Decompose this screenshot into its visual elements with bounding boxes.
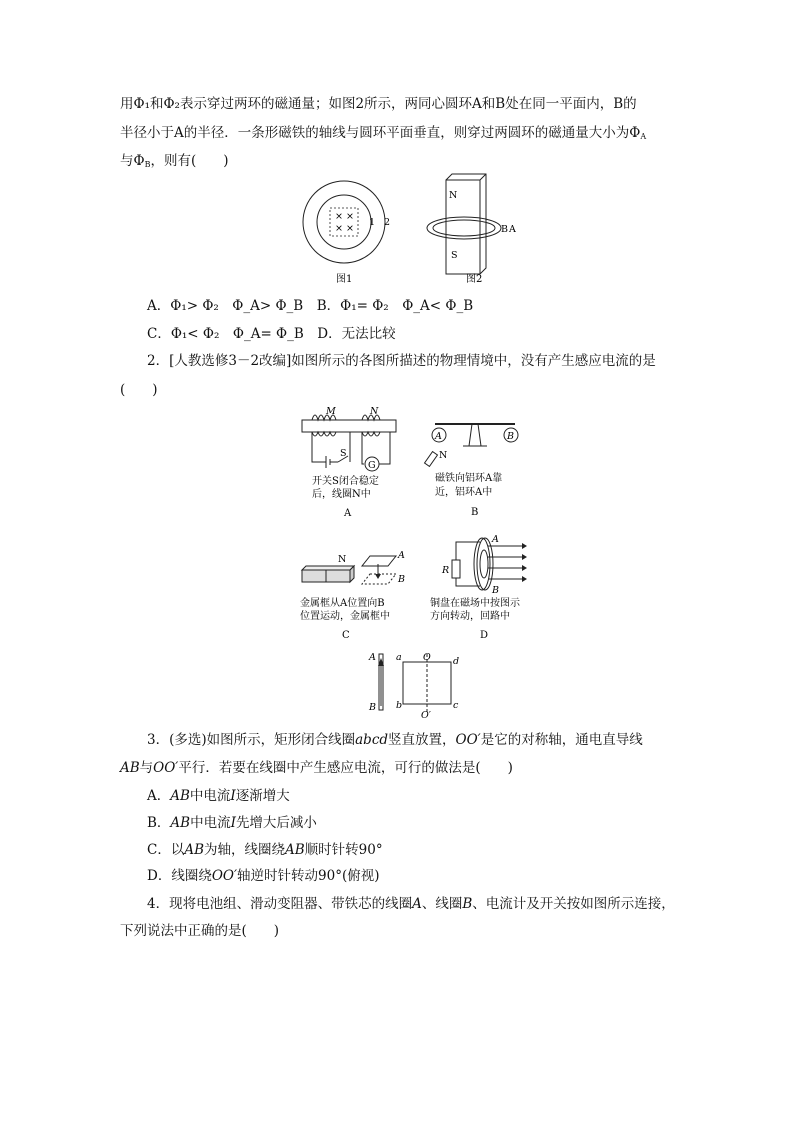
fig1-caption: 图1 xyxy=(336,274,353,285)
q2-figure-c xyxy=(298,544,413,640)
q3-fig-label-b-lower: b xyxy=(396,700,403,711)
q3-fig-label-o: O xyxy=(423,652,431,663)
fig-a-label-s: S xyxy=(340,448,347,459)
fig-c-label-b: B xyxy=(398,574,405,585)
q1-line3 xyxy=(120,151,229,175)
q3-line2-ab: AB xyxy=(120,760,140,776)
fig-a-label-n: N xyxy=(370,406,379,417)
fig-c-label-n: N xyxy=(338,554,347,565)
q1-line3-sub: B xyxy=(144,160,151,169)
fig-b-caption-2: 近，铝环A中 xyxy=(435,487,493,498)
q4-line1-a: A xyxy=(412,896,422,912)
q3-opt-c-pre: C．以 xyxy=(147,842,185,858)
fig-a-caption-1: 开关S闭合稳定 xyxy=(312,476,379,487)
fig-b-letter: B xyxy=(471,507,479,518)
fig-c-caption-1: 金属框从A位置向B xyxy=(300,598,385,609)
q2-figure-b xyxy=(425,418,525,518)
q2-figure-d xyxy=(426,530,531,640)
fig1-label-2: 2 xyxy=(384,217,391,228)
fig-d-caption-1: 铜盘在磁场中按图示 xyxy=(430,598,520,609)
q3-opt-d-post: 轴逆时针转动90°(俯视) xyxy=(237,868,380,884)
q3-opt-b-i: I xyxy=(230,815,236,831)
fig2-label-b: B xyxy=(501,224,508,235)
q1-line2 xyxy=(120,123,646,147)
fig-d-letter: D xyxy=(480,630,489,641)
q3-option-a xyxy=(147,786,290,806)
q3-line1 xyxy=(147,730,643,750)
q3-line1-mid: 竖直放置， xyxy=(388,732,456,748)
fig-d-caption-2: 方向转动，回路中 xyxy=(430,611,510,622)
q3-opt-a-i: I xyxy=(230,788,236,804)
svg-text:×: × xyxy=(346,223,354,234)
q1-line3-tail: ，则有( ) xyxy=(150,153,229,169)
q3-opt-c-ab: AB xyxy=(184,842,205,858)
fig1-label-1: 1 xyxy=(369,217,376,228)
fig-b-label-b: B xyxy=(507,431,514,442)
q3-option-d xyxy=(147,866,380,886)
q3-opt-a-ab: AB xyxy=(170,788,190,804)
fig2-label-a: A xyxy=(509,224,516,235)
q3-fig-label-b: B xyxy=(369,702,376,713)
fig1-inner-ring xyxy=(317,195,371,249)
q4-line1-post: 、电流计及开关按如图所示连接， xyxy=(472,896,675,912)
q2-line1: 2．[人教选修3－2改编]如图所示的各图所描述的物理情境中，没有产生感应电流的是 xyxy=(147,353,656,369)
q1-line3-text: 与Φ xyxy=(120,153,145,169)
fig-c-label-a: A xyxy=(398,550,405,561)
q3-opt-b-mid: 中电流 xyxy=(190,815,231,831)
q1-option-cd: C．Φ₁< Φ₂ Φ_A= Φ_B D．无法比较 xyxy=(147,326,396,342)
q3-line1-oo: OO′ xyxy=(455,732,481,748)
q3-option-c xyxy=(147,840,383,860)
fig2-label-s: S xyxy=(451,250,458,261)
q3-fig-label-o2: O′ xyxy=(421,710,431,721)
q1-figures xyxy=(300,178,530,290)
q3-opt-b-post: 先增大后减小 xyxy=(235,815,317,831)
q4-line1-pre: 4．现将电池组、滑动变阻器、带铁芯的线圈 xyxy=(147,896,413,912)
q1-option-ab: A．Φ₁> Φ₂ Φ_A> Φ_B B．Φ₁= Φ₂ Φ_A< Φ_B xyxy=(147,298,474,314)
q3-opt-d-pre: D．线圈绕 xyxy=(147,868,212,884)
q3-opt-d-oo: OO′ xyxy=(211,868,238,884)
fig-a-label-m: M xyxy=(326,406,336,417)
q4-line2: 下列说法中正确的是( ) xyxy=(120,923,280,939)
q3-option-b xyxy=(147,813,317,833)
q2-figure-a xyxy=(298,404,408,519)
q4-line1-b: B xyxy=(462,896,473,912)
q4-line1-mid: 、线圈 xyxy=(421,896,463,912)
q3-opt-a-mid: 中电流 xyxy=(189,788,231,804)
q3-fig-label-a-lower: a xyxy=(396,652,402,663)
fig-d-label-b: B xyxy=(492,585,499,596)
fig-c-letter: C xyxy=(342,630,350,641)
q3-line2 xyxy=(120,758,513,778)
fig-b-label-a: A xyxy=(435,431,442,442)
q3-opt-c-ab2: AB xyxy=(285,842,305,858)
q3-fig-label-a: A xyxy=(369,652,376,663)
q3-fig-label-d: d xyxy=(453,656,460,667)
q3-line2-mid: 与 xyxy=(139,760,154,776)
q4-line1 xyxy=(147,894,675,914)
fig2-label-n: N xyxy=(449,190,458,201)
q3-opt-b-pre: B． xyxy=(147,815,171,831)
q3-opt-b-ab: AB xyxy=(170,815,191,831)
svg-text:×: × xyxy=(335,211,343,222)
fig-a-label-g: G xyxy=(368,460,376,471)
q3-line1-abcd: abcd xyxy=(355,732,389,748)
q3-opt-c-mid: 为轴，线圈绕 xyxy=(204,842,286,858)
fig-b-caption-1: 磁铁向铝环A靠 xyxy=(435,473,503,484)
fig-b-label-n: N xyxy=(439,450,448,461)
q1-line1: 用Φ₁和Φ₂表示穿过两环的磁通量；如图2所示，两同心圆环A和B处在同一平面内，B的 xyxy=(120,96,637,112)
fig-c-caption-2: 位置运动，金属框中 xyxy=(300,611,390,622)
fig2-caption: 图2 xyxy=(466,274,483,285)
svg-text:×: × xyxy=(346,211,354,222)
q3-opt-a-pre: A． xyxy=(147,788,171,804)
q3-figure xyxy=(365,648,465,720)
fig-a-caption-2: 后，线圈N中 xyxy=(312,489,371,500)
q2-line2: ( ) xyxy=(120,382,158,398)
q1-line2-text: 半径小于A的半径．一条形磁铁的轴线与圆环平面垂直，则穿过两圆环的磁通量大小为Φ xyxy=(120,125,641,141)
q3-line1-post: 是它的对称轴，通电直导线 xyxy=(480,732,643,748)
q3-line2-oo: OO′ xyxy=(153,760,179,776)
fig-d-label-r: R xyxy=(442,565,450,576)
fig-d-label-a: A xyxy=(492,534,499,545)
q3-line2-post: 平行．若要在线圈中产生感应电流，可行的做法是( ) xyxy=(178,760,513,776)
q1-line2-sub: A xyxy=(640,132,647,141)
q3-line1-pre: 3．(多选)如图所示，矩形闭合线圈 xyxy=(147,732,356,748)
fig-a-letter: A xyxy=(344,508,352,519)
q3-fig-label-c: c xyxy=(453,700,459,711)
q3-opt-c-post: 顺时针转90° xyxy=(304,842,383,858)
q3-opt-a-post: 逐渐增大 xyxy=(235,788,290,804)
svg-text:×: × xyxy=(335,223,343,234)
